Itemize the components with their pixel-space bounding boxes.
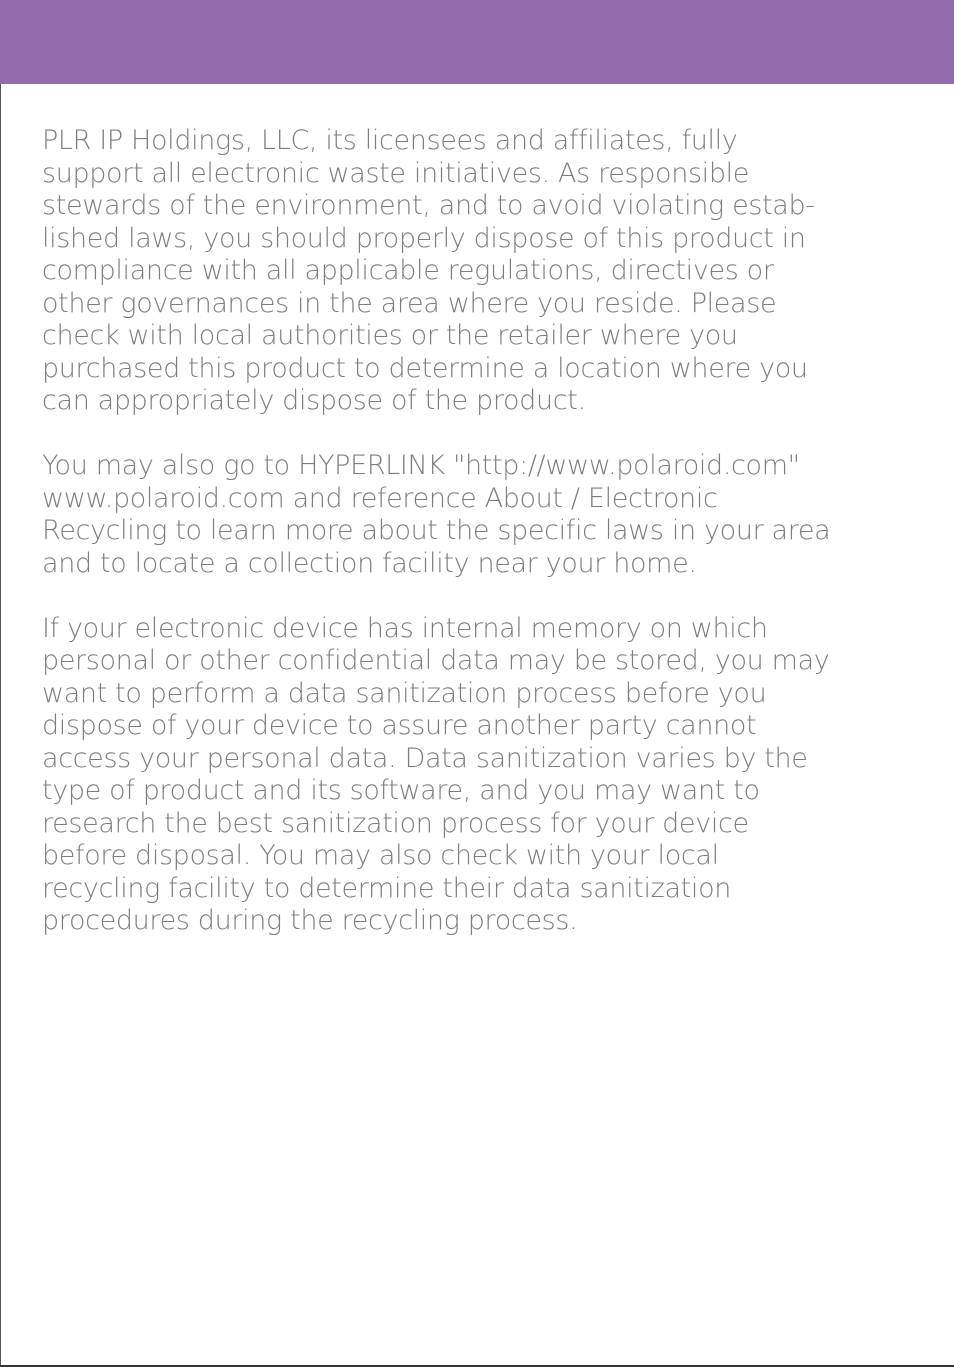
left-page-border [0, 84, 1, 1367]
header-color-band [0, 0, 954, 84]
paragraph-website-reference: You may also go to HYPERLINK "http://www.polaroid.com" www.polaroid.com and reference About / Electronic Recycling to learn more about the specific laws in your area and to locate a collection facility near your home. [42, 450, 831, 579]
paragraph-disposal: PLR IP Holdings, LLC, its licensees and affiliates, fully support all electronic waste initiatives. As responsible stewards of the environment, and to avoid violating estab- lished laws, you should properly dispose of this product in compliance with all applicable regulations, directives or other governances in the area where you reside. Please check with local authorities or the retailer where you purchased this product to determine a location where you can appropriately dispose of the product. [42, 125, 815, 416]
body-text [42, 125, 902, 970]
paragraph-data-sanitization: If your electronic device has internal memory on which personal or other confidential data may be stored, you may want to perform a data sanitization process before you dispose of your device to assure another party cannot access your personal data. Data sanitization varies by the type of product and its software, and you may want to research the best sanitization process for your device before disposal. You may also check with your local recycling facility to determine their data sanitization procedures during the recycling process. [42, 612, 830, 936]
